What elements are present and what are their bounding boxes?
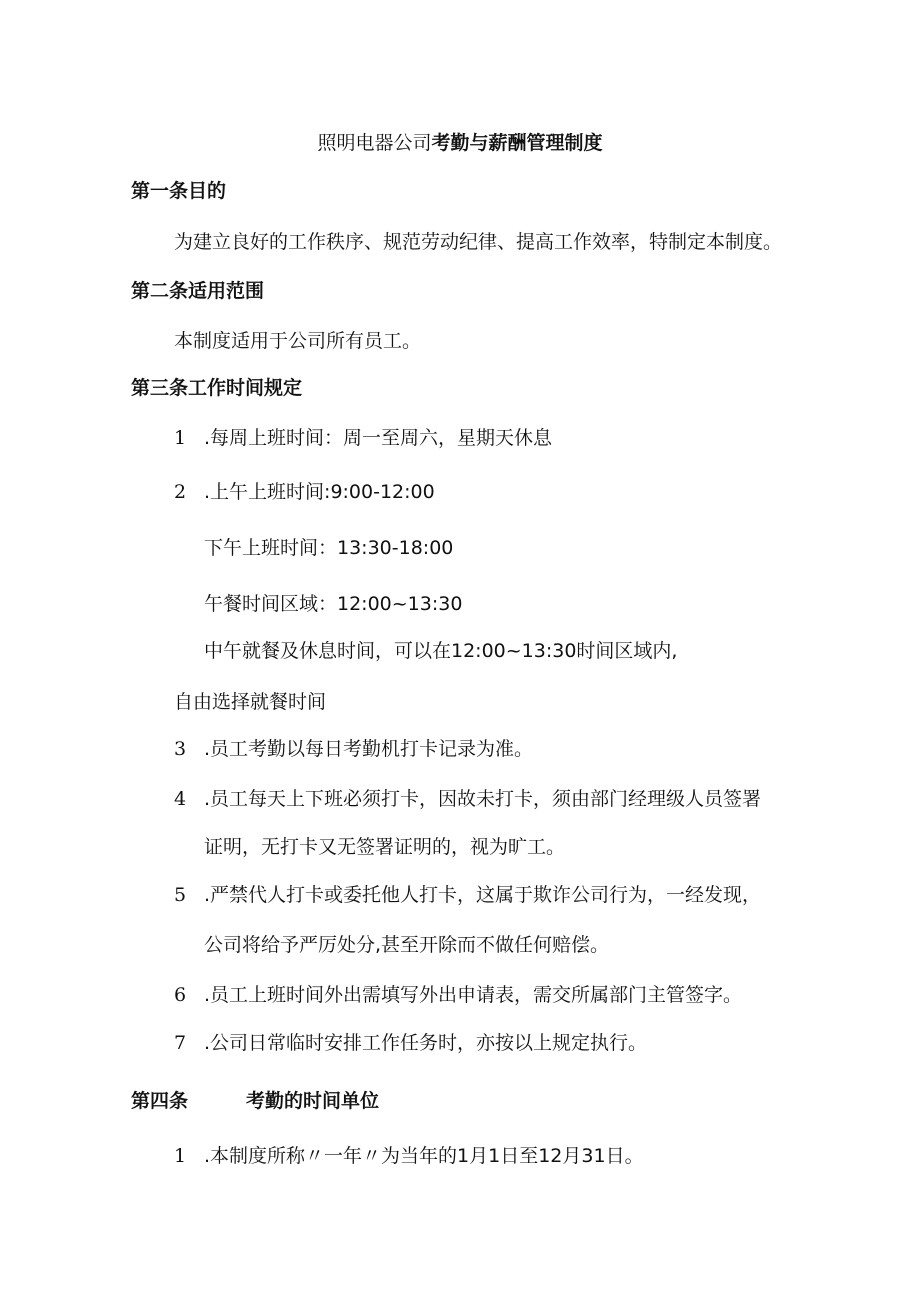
section-3-item-4-line-2: 证明，无打卡又无签署证明的，视为旷工。 (204, 836, 566, 858)
item-text: .员工每天上下班必须打卡，因故未打卡，须由部门经理级人员签署 (204, 788, 762, 810)
section-3-item-2-line-4: 中午就餐及休息时间，可以在12:00~13:30时间区域内, (204, 640, 678, 662)
section-4-heading (131, 1088, 379, 1114)
item-text: .公司日常临时安排工作任务时，亦按以上规定执行。 (204, 1032, 648, 1054)
item-text: .员工上班时间外出需填写外出申请表，需交所属部门主管签字。 (204, 984, 743, 1006)
section-4-heading-title: 考勤的时间单位 (246, 1090, 380, 1112)
section-3-item-5 (174, 882, 761, 908)
document-title (0, 130, 920, 156)
section-3-item-3 (174, 736, 533, 762)
item-number: 1 (174, 427, 187, 449)
section-3-item-6 (174, 982, 742, 1008)
title-bold: 考勤与薪酬管理制度 (431, 132, 603, 154)
item-text: .每周上班时间：周一至周六，星期天休息 (204, 427, 553, 449)
item-number: 7 (174, 1032, 187, 1054)
item-number: 4 (174, 788, 187, 810)
section-1-heading: 第一条目的 (131, 180, 227, 202)
section-2-heading: 第二条适用范围 (131, 280, 265, 302)
section-2-text: 本制度适用于公司所有员工。 (174, 330, 422, 352)
section-3-item-7 (174, 1030, 647, 1056)
section-4-item-1 (174, 1143, 644, 1169)
section-3-item-2-line-5: 自由选择就餐时间 (174, 691, 327, 713)
item-text: .严禁代人打卡或委托他人打卡，这属于欺诈公司行为，一经发现， (204, 884, 762, 906)
item-number: 1 (174, 1145, 187, 1167)
section-3-item-2-line-2: 下午上班时间：13:30-18:00 (204, 537, 454, 559)
item-text: .本制度所称〃一年〃为当年的1月1日至12月31日。 (204, 1145, 644, 1167)
item-number: 3 (174, 738, 187, 760)
section-3-item-1 (174, 425, 552, 451)
item-number: 5 (174, 884, 187, 906)
section-3-item-4 (174, 786, 761, 812)
title-regular: 照明电器公司 (317, 132, 432, 154)
section-3-item-2-line-3: 午餐时间区域：12:00~13:30 (204, 593, 463, 615)
section-3-item-5-line-2: 公司将给予严厉处分,甚至开除而不做任何赔偿。 (204, 934, 610, 956)
section-3-heading: 第三条工作时间规定 (131, 377, 303, 399)
item-number: 6 (174, 984, 187, 1006)
item-text: .员工考勤以每日考勤机打卡记录为准。 (204, 738, 534, 760)
section-3-item-2 (174, 479, 435, 505)
section-4-heading-label: 第四条 (131, 1090, 189, 1112)
section-1-text: 为建立良好的工作秩序、规范劳动纪律、提高工作效率，特制定本制度。 (174, 231, 783, 253)
item-text: .上午上班时间:9:00-12:00 (204, 481, 435, 503)
item-number: 2 (174, 481, 187, 503)
